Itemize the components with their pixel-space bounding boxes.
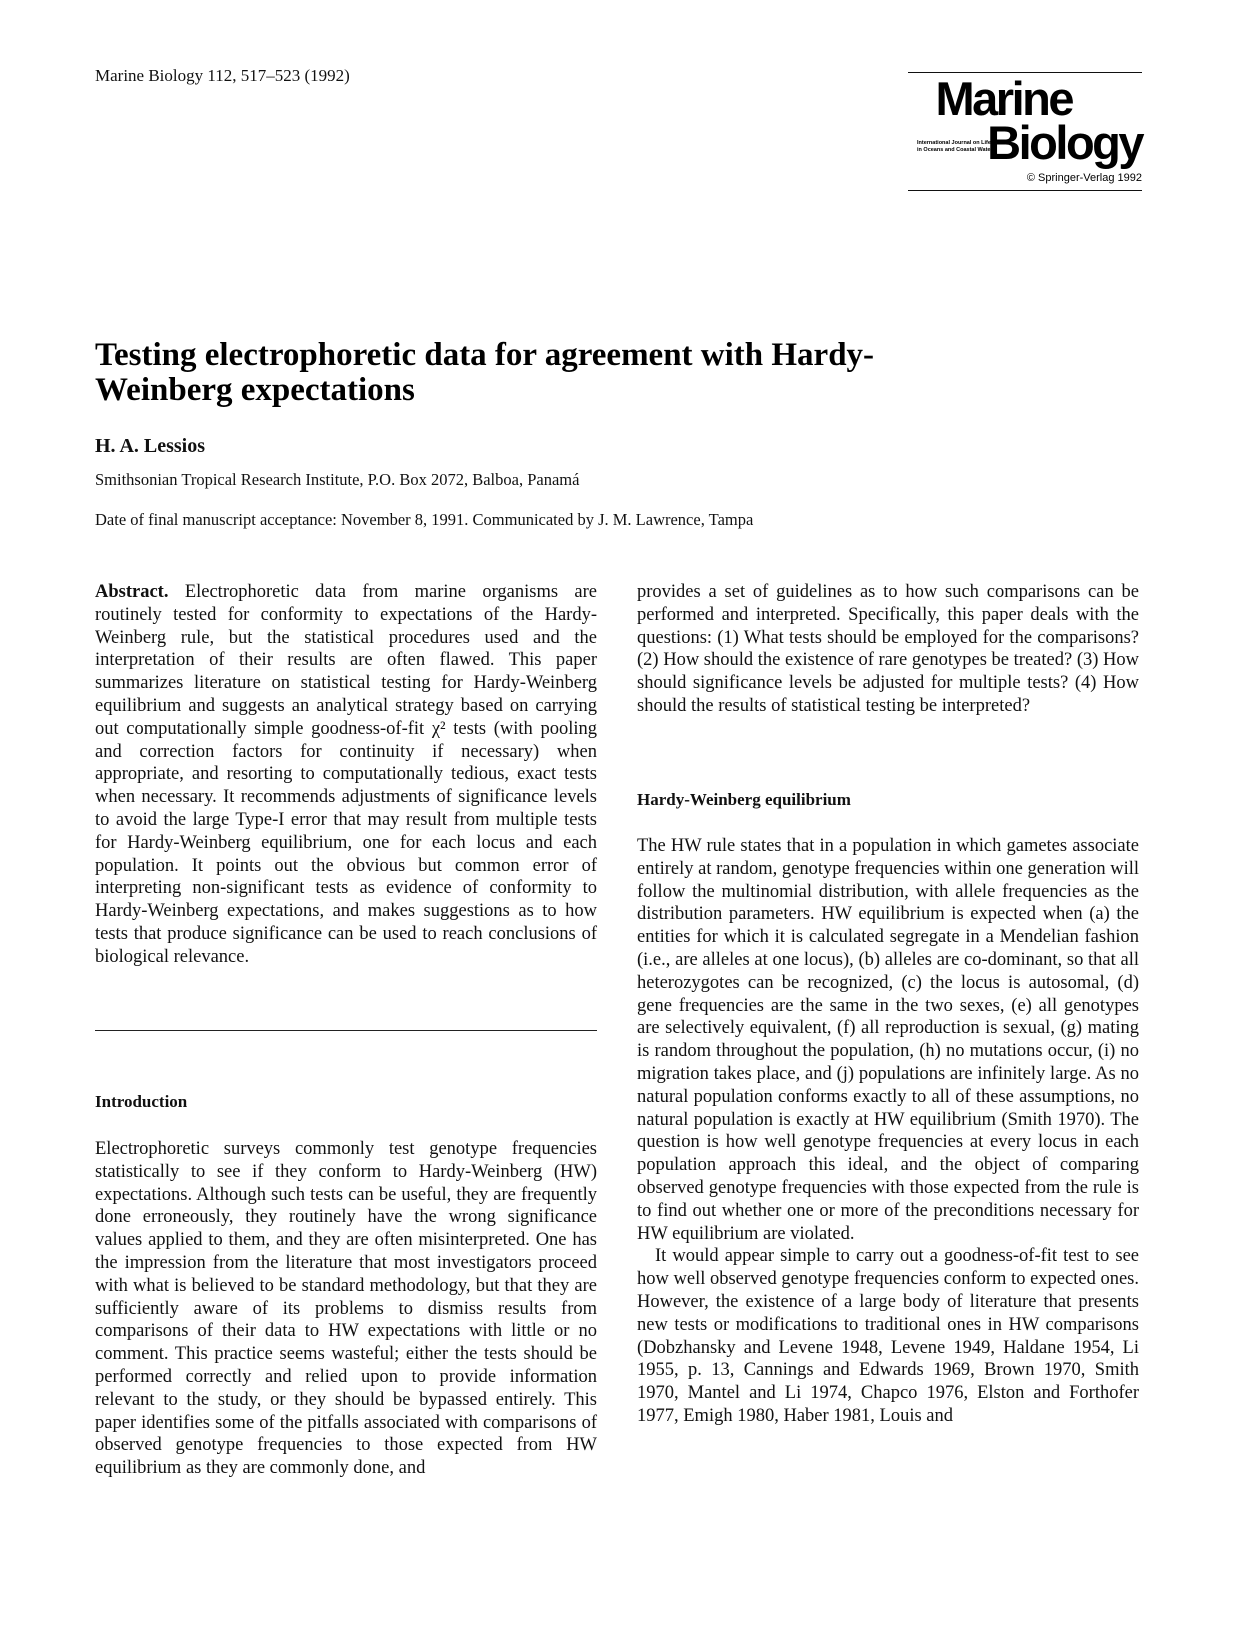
- hw-equilibrium-body: [637, 835, 1139, 1428]
- introduction-continued: provides a set of guidelines as to how such comparisons can be performed and interpreted. Specifically, this paper deals with the questions: (1) What tests should be employed for the comparisons? (2) How should the existence of rare genotypes be treated? (3) How should significance levels be adjusted for multiple tests? (4) How should the results of statistical testing be interpreted?: [637, 582, 1139, 716]
- introduction-heading: Introduction: [95, 1092, 188, 1111]
- logo-copyright: © Springer-Verlag 1992: [1026, 172, 1142, 184]
- hw-equilibrium-heading: Hardy-Weinberg equilibrium: [637, 790, 851, 809]
- abstract: [95, 581, 597, 969]
- logo-bottom-rule: [908, 190, 1142, 191]
- logo-word-marine: Marine: [935, 72, 1072, 125]
- author-affiliation: Smithsonian Tropical Research Institute, P.O. Box 2072, Balboa, Panamá: [95, 470, 580, 489]
- logo-tagline: International Journal on Life in Oceans and Coastal Waters: [917, 140, 996, 153]
- introduction-text: Electrophoretic surveys commonly test genotype frequencies statistically to see if they conform to Hardy-Weinberg (HW) expectations. Although such tests can be useful, they are frequently done erroneously, they routinely have the wrong significance values applied to them, and they are often misinterpreted. One has the impression from the literature that most investigators proceed with what is believed to be standard methodology, but that they are sufficiently aware of its problems to dismiss results from comparisons of their data to HW expectations with little or no comment. This practice seems wasteful; either the tests should be performed correctly and relied upon to provide information relevant to the study, or they should be bypassed entirely. This paper identifies some of the pitfalls associated with comparisons of observed genotype frequencies to those expected from HW equilibrium as they are commonly done, and: [95, 1139, 597, 1479]
- abstract-separator: [95, 1030, 597, 1031]
- hw-paragraph-2: It would appear simple to carry out a goodness-of-fit test to see how well observed genotype frequencies conform to expected ones. However, the existence of a large body of literature that presents new tests or modifications to traditional ones in HW comparisons (Dobzhansky and Levene 1948, Levene 1949, Haldane 1954, Li 1955, p. 13, Cannings and Edwards 1969, Brown 1970, Smith 1970, Mantel and Li 1974, Chapco 1976, Elston and Forthofer 1977, Emigh 1980, Haber 1981, Louis and: [637, 1246, 1139, 1426]
- abstract-text: Electrophoretic data from marine organisms are routinely tested for conformity to expectations of the Hardy-Weinberg rule, but the statistical procedures used and the interpretation of their results are often flawed. This paper summarizes literature on statistical testing for Hardy-Weinberg equilibrium and suggests an analytical strategy based on carrying out computationally simple goodness-of-fit χ² tests (with pooling and correction factors for continuity if necessary) when appropriate, and resorting to computationally tedious, exact tests when necessary. It recommends adjustments of significance levels to avoid the large Type-I error that may result from multiple tests for Hardy-Weinberg equilibrium, one for each locus and each population. It points out the obvious but common error of interpreting non-significant tests as evidence of conformity to Hardy-Weinberg expectations, and makes suggestions as to how tests that produce significance can be used to reach conclusions of biological relevance.: [95, 582, 597, 967]
- journal-citation: Marine Biology 112, 517–523 (1992): [95, 66, 350, 85]
- journal-logo: [908, 72, 1142, 192]
- manuscript-dates: Date of final manuscript acceptance: November 8, 1991. Communicated by J. M. Lawrence, Tampa: [95, 510, 754, 529]
- article-author: H. A. Lessios: [95, 435, 206, 457]
- logo-word-biology: Biology: [987, 116, 1142, 169]
- hw-paragraph-1: The HW rule states that in a population in which gametes associate entirely at random, genotype frequencies within one generation will follow the multinomial distribution, with allele frequencies as the distribution parameters. HW equilibrium is expected when (a) the entities for which it is calculated segregate in a Mendelian fashion (i.e., are alleles at one locus), (b) alleles are co-dominant, so that all heterozygotes can be recognized, (c) the locus is autosomal, (d) gene frequencies are the same in the two sexes, (e) all genotypes are selectively equivalent, (f) all reproduction is sexual, (g) mating is random throughout the population, (h) no mutations occur, (i) no migration takes place, and (j) populations are infinitely large. As no natural population conforms exactly to all of these assumptions, no natural population is exactly at HW equilibrium (Smith 1970). The question is how well genotype frequencies at every locus in each population approach this ideal, and the object of comparing observed genotype frequencies with those expected from the rule is to find out whether one or more of the preconditions necessary for HW equilibrium are violated.: [637, 836, 1139, 1244]
- article-title: Testing electrophoretic data for agreement with Hardy-Weinberg expectations: [95, 337, 875, 408]
- abstract-label: Abstract.: [95, 582, 169, 602]
